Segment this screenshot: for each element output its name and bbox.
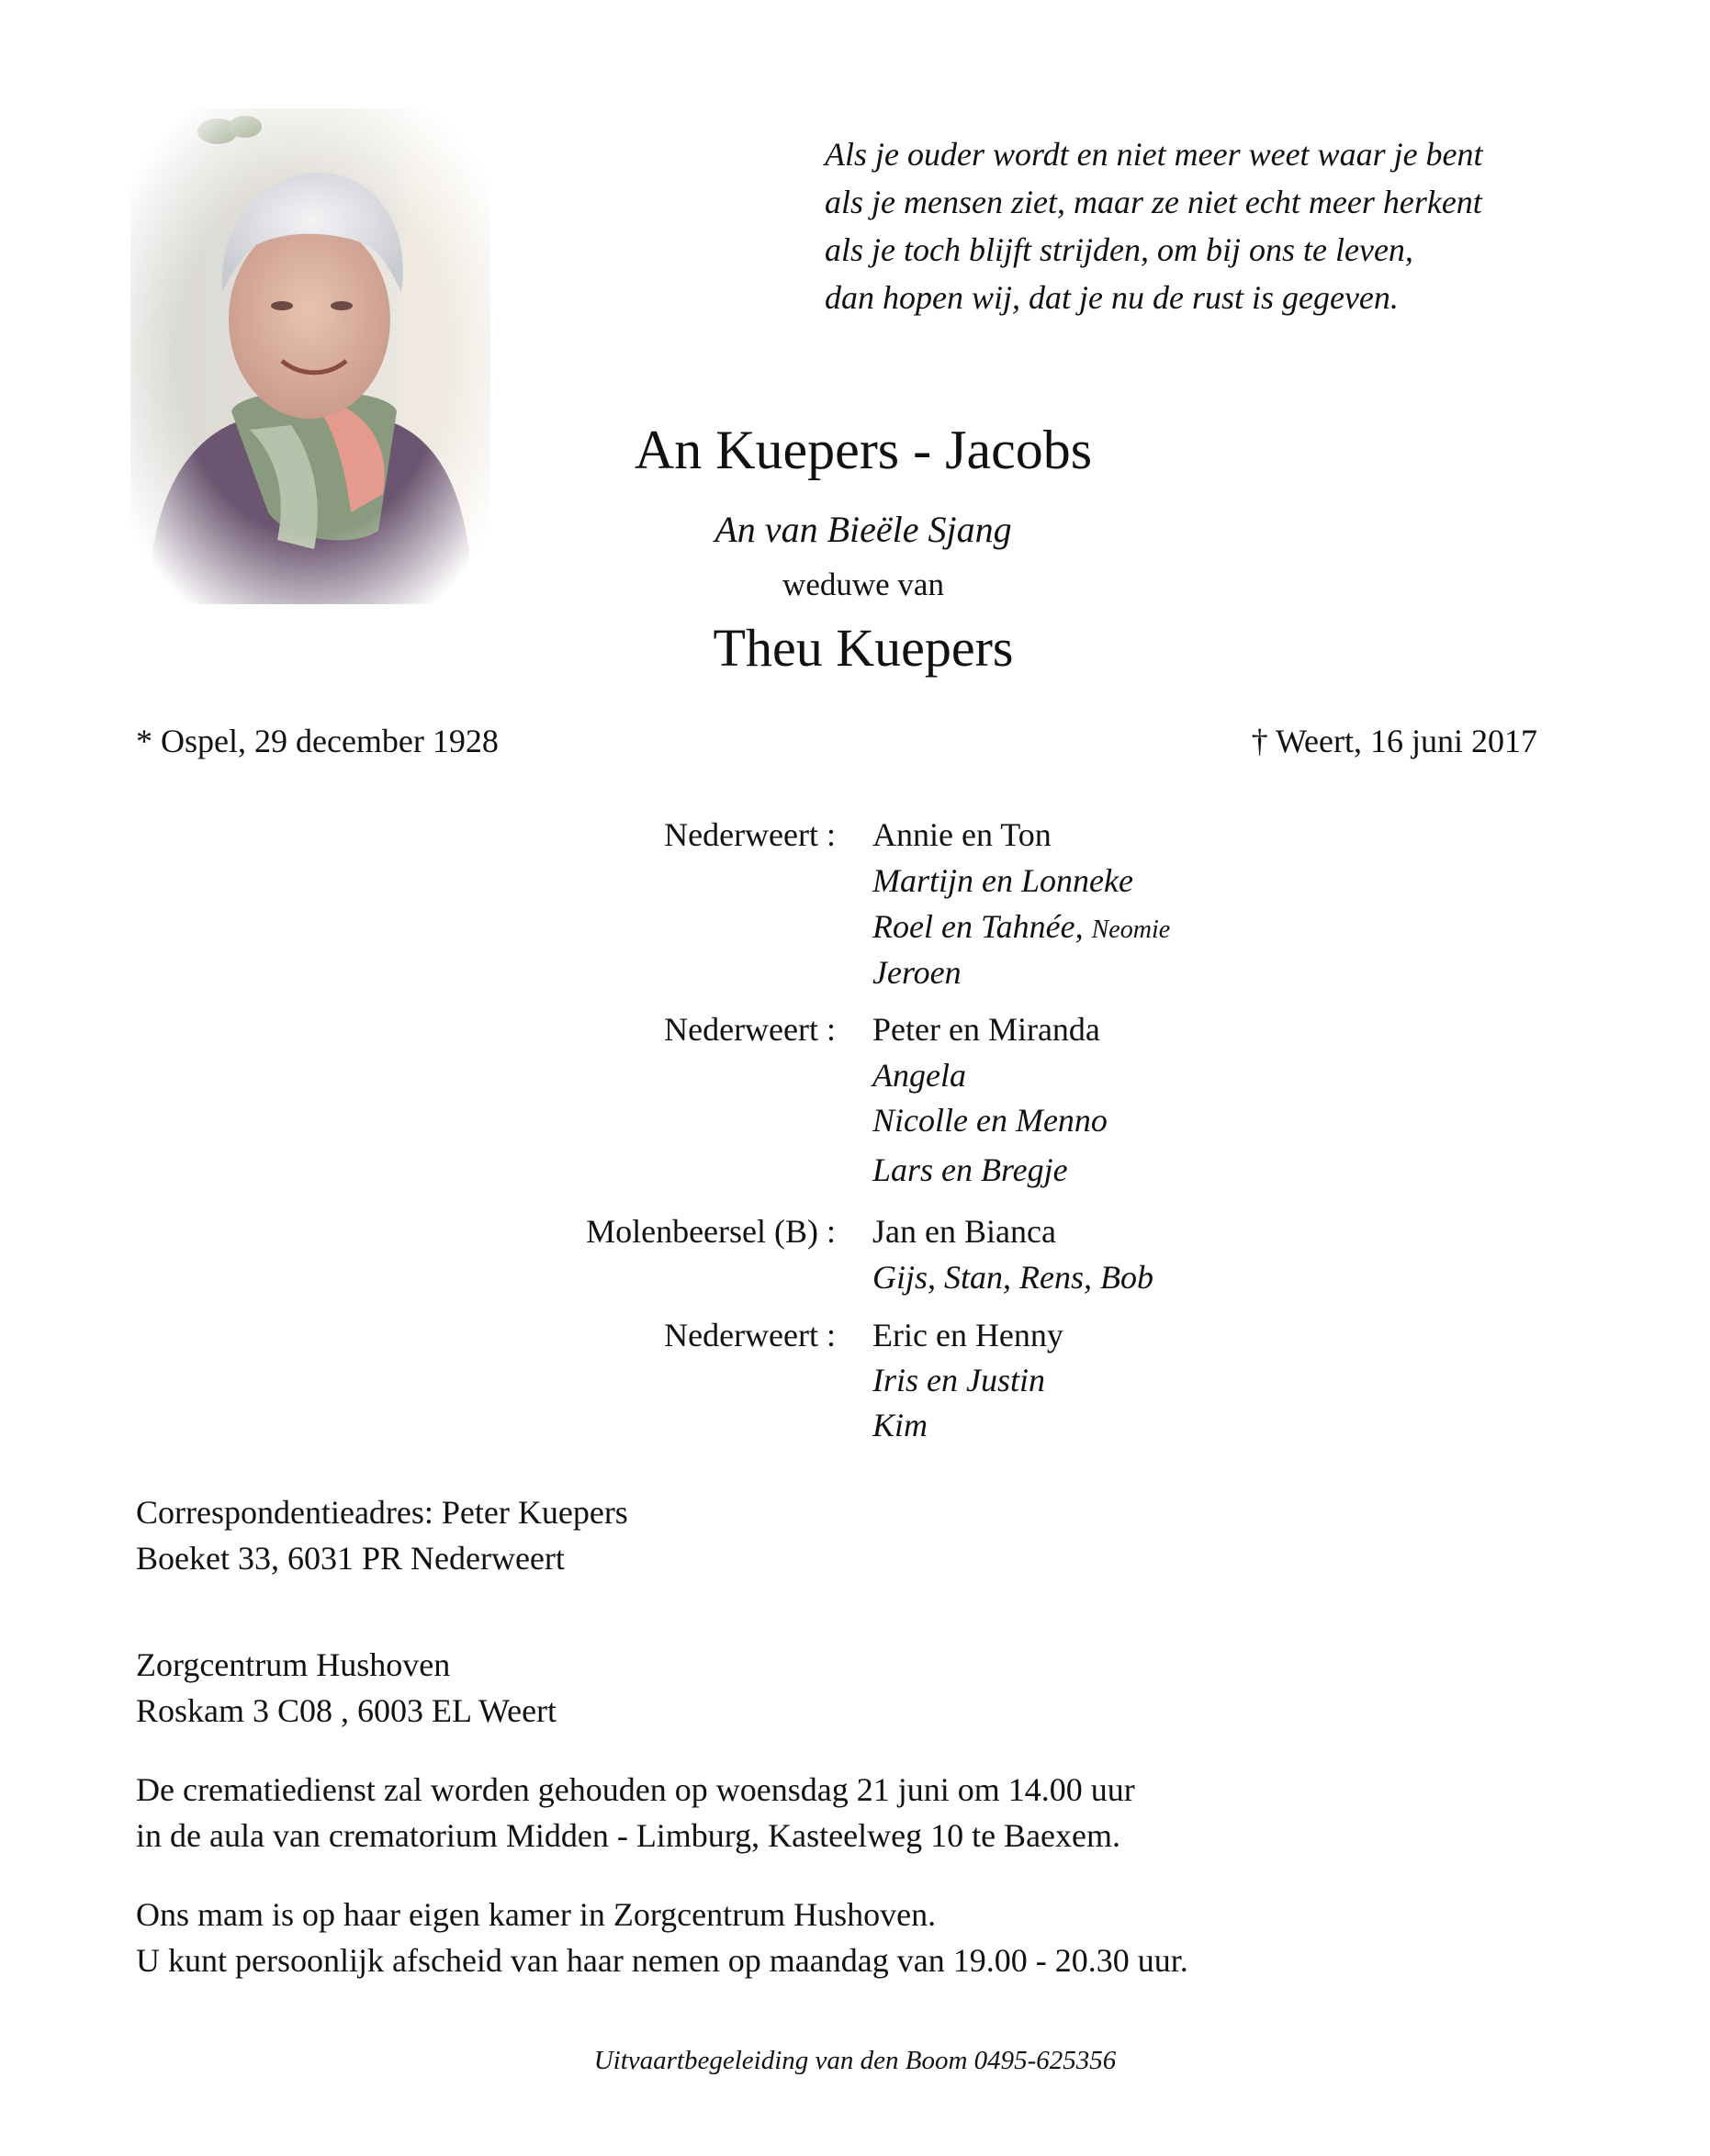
family-parents: Annie en Ton xyxy=(872,816,1052,853)
death-info: † Weert, 16 juni 2017 xyxy=(1251,723,1537,759)
poem-line: als je toch blijft strijden, om bij ons te leven, xyxy=(825,231,1413,268)
correspondence-line: Boeket 33, 6031 PR Nederweert xyxy=(136,1540,565,1577)
care-home-line: Zorgcentrum Hushoven xyxy=(136,1646,451,1683)
birth-info: * Ospel, 29 december 1928 xyxy=(136,723,499,759)
family-place: Nederweert : xyxy=(664,816,836,853)
family-child: Martijn en Lonneke xyxy=(872,862,1133,899)
family-child: Iris en Justin xyxy=(872,1362,1045,1398)
farewell-line: Ons mam is op haar eigen kamer in Zorgcentrum Hushoven. xyxy=(136,1896,937,1933)
family-child: Jeroen xyxy=(872,954,962,991)
service-line: De crematiedienst zal worden gehouden op woensdag 21 juni om 14.00 uur xyxy=(136,1771,1135,1808)
poem-line: Als je ouder wordt en niet meer weet waar je bent xyxy=(825,136,1483,173)
family-parents: Jan en Bianca xyxy=(872,1213,1056,1250)
family-child: Angela xyxy=(872,1057,966,1094)
farewell-line: U kunt persoonlijk afscheid van haar nemen op maandag van 19.00 - 20.30 uur. xyxy=(136,1942,1188,1979)
deceased-nickname: An van Bieële Sjang xyxy=(714,509,1012,550)
care-home-line: Roskam 3 C08 , 6003 EL Weert xyxy=(136,1692,557,1729)
deceased-name: An Kuepers - Jacobs xyxy=(634,420,1093,480)
family-place: Nederweert : xyxy=(664,1317,836,1353)
family-child xyxy=(872,907,1170,946)
funeral-director-footer: Uitvaartbegeleiding van den Boom 0495-625356 xyxy=(593,2046,1117,2075)
portrait-photo xyxy=(130,108,490,604)
family-child: Gijs, Stan, Rens, Bob xyxy=(872,1259,1153,1296)
poem-line: als je mensen ziet, maar ze niet echt meer herkent xyxy=(825,184,1482,220)
poem-line: dan hopen wij, dat je nu de rust is gegeven. xyxy=(825,279,1399,316)
service-line: in de aula van crematorium Midden - Limburg, Kasteelweg 10 te Baexem. xyxy=(136,1817,1121,1854)
widow-of-label: weduwe van xyxy=(782,567,944,602)
spouse-name: Theu Kuepers xyxy=(713,618,1014,678)
family-child: Nicolle en Menno xyxy=(872,1102,1108,1139)
family-child: Kim xyxy=(872,1407,928,1443)
family-place: Molenbeersel (B) : xyxy=(586,1213,836,1250)
great-grandchild-name: Neomie xyxy=(1091,915,1171,944)
correspondence-line: Correspondentieadres: Peter Kuepers xyxy=(136,1494,628,1531)
family-parents: Eric en Henny xyxy=(872,1317,1063,1353)
poem xyxy=(825,130,1651,321)
family-parents: Peter en Miranda xyxy=(872,1011,1100,1048)
family-place: Nederweert : xyxy=(664,1011,836,1048)
family-child-name: Roel en Tahnée, xyxy=(872,908,1084,945)
family-child: Lars en Bregje xyxy=(872,1151,1068,1188)
